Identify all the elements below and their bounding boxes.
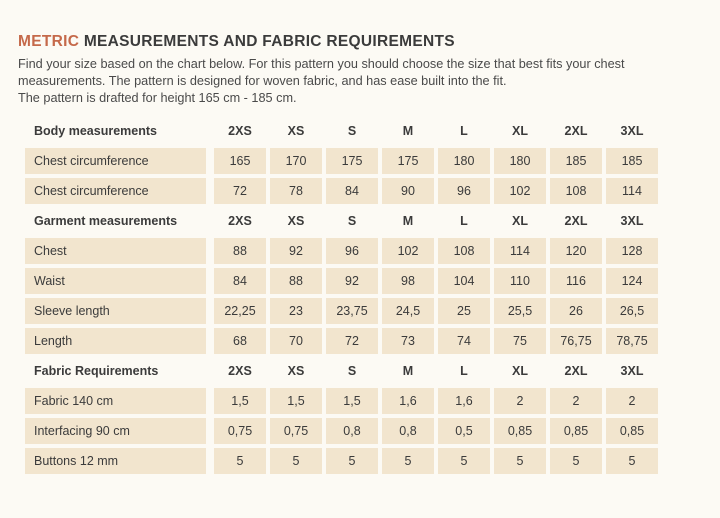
- row-label: Chest circumference: [25, 148, 206, 174]
- size-column-header: L: [460, 214, 468, 228]
- size-column-header: XS: [287, 124, 305, 138]
- row-label: Buttons 12 mm: [25, 448, 206, 474]
- value-cell: 96: [326, 238, 378, 264]
- size-column-header: S: [347, 124, 357, 138]
- value-cell: 185: [606, 148, 658, 174]
- value-cell: 0,85: [494, 418, 546, 444]
- value-cell: 102: [494, 178, 546, 204]
- size-column-header: 3XL: [620, 214, 644, 228]
- value-cell: 1,5: [326, 388, 378, 414]
- section-header-label: Fabric Requirements: [34, 364, 159, 378]
- size-column-header: S: [347, 214, 357, 228]
- value-cell: 170: [270, 148, 322, 174]
- table-row: [25, 298, 720, 324]
- size-column-header: 2XL: [564, 214, 588, 228]
- value-cell: 5: [382, 448, 434, 474]
- value-cell: 75: [494, 328, 546, 354]
- value-cell: 102: [382, 238, 434, 264]
- size-column-header: 3XL: [620, 124, 644, 138]
- value-cell: 180: [438, 148, 490, 174]
- value-cell: 96: [438, 178, 490, 204]
- value-cell: 5: [270, 448, 322, 474]
- value-cell: 128: [606, 238, 658, 264]
- value-cell: 0,8: [326, 418, 378, 444]
- size-column-header: 2XS: [228, 364, 252, 378]
- value-cell: 5: [550, 448, 602, 474]
- value-cell: 23,75: [326, 298, 378, 324]
- value-cell: 92: [326, 268, 378, 294]
- table-row: [25, 238, 720, 264]
- value-cell: 0,5: [438, 418, 490, 444]
- row-label: Interfacing 90 cm: [25, 418, 206, 444]
- row-label: Chest circumference: [25, 178, 206, 204]
- value-cell: 76,75: [550, 328, 602, 354]
- value-cell: 92: [270, 238, 322, 264]
- table-row: [25, 418, 720, 444]
- value-cell: 72: [326, 328, 378, 354]
- value-cell: 23: [270, 298, 322, 324]
- section-header-label: Body measurements: [34, 124, 157, 138]
- size-column-header: XL: [512, 364, 528, 378]
- value-cell: 104: [438, 268, 490, 294]
- row-label: Waist: [25, 268, 206, 294]
- value-cell: 2: [550, 388, 602, 414]
- value-cell: 73: [382, 328, 434, 354]
- size-column-header: XS: [287, 214, 305, 228]
- size-column-header: M: [402, 214, 414, 228]
- value-cell: 78: [270, 178, 322, 204]
- value-cell: 0,8: [382, 418, 434, 444]
- row-label: Fabric 140 cm: [25, 388, 206, 414]
- size-column-header: 2XL: [564, 364, 588, 378]
- value-cell: 120: [550, 238, 602, 264]
- value-cell: 24,5: [382, 298, 434, 324]
- value-cell: 1,6: [382, 388, 434, 414]
- value-cell: 1,5: [270, 388, 322, 414]
- value-cell: 175: [326, 148, 378, 174]
- value-cell: 5: [326, 448, 378, 474]
- section-header-row: [25, 118, 720, 144]
- value-cell: 26: [550, 298, 602, 324]
- page-title-rest: MEASUREMENTS AND FABRIC REQUIREMENTS: [83, 33, 455, 50]
- table-row: [25, 268, 720, 294]
- table-row: [25, 388, 720, 414]
- value-cell: 84: [214, 268, 266, 294]
- value-cell: 1,5: [214, 388, 266, 414]
- size-column-header: XL: [512, 214, 528, 228]
- value-cell: 108: [550, 178, 602, 204]
- value-cell: 1,6: [438, 388, 490, 414]
- value-cell: 22,25: [214, 298, 266, 324]
- section-header-label: Garment measurements: [34, 214, 178, 228]
- value-cell: 88: [214, 238, 266, 264]
- size-column-header: 3XL: [620, 364, 644, 378]
- value-cell: 0,85: [550, 418, 602, 444]
- value-cell: 25,5: [494, 298, 546, 324]
- size-table: [25, 118, 720, 474]
- row-label: Sleeve length: [25, 298, 206, 324]
- size-column-header: 2XS: [228, 124, 252, 138]
- page-title: [18, 33, 720, 51]
- value-cell: 110: [494, 268, 546, 294]
- value-cell: 5: [214, 448, 266, 474]
- row-label: Chest: [25, 238, 206, 264]
- size-column-header: 2XS: [228, 214, 252, 228]
- table-row: [25, 448, 720, 474]
- value-cell: 70: [270, 328, 322, 354]
- value-cell: 108: [438, 238, 490, 264]
- size-column-header: S: [347, 364, 357, 378]
- section-header-row: [25, 208, 720, 234]
- value-cell: 5: [438, 448, 490, 474]
- value-cell: 90: [382, 178, 434, 204]
- table-row: [25, 148, 720, 174]
- value-cell: 165: [214, 148, 266, 174]
- value-cell: 2: [606, 388, 658, 414]
- value-cell: 72: [214, 178, 266, 204]
- value-cell: 25: [438, 298, 490, 324]
- size-column-header: L: [460, 124, 468, 138]
- value-cell: 114: [606, 178, 658, 204]
- value-cell: 74: [438, 328, 490, 354]
- size-column-header: M: [402, 364, 414, 378]
- value-cell: 175: [382, 148, 434, 174]
- size-column-header: L: [460, 364, 468, 378]
- value-cell: 98: [382, 268, 434, 294]
- value-cell: 5: [606, 448, 658, 474]
- value-cell: 185: [550, 148, 602, 174]
- page-title-accent: METRIC: [18, 33, 80, 50]
- value-cell: 88: [270, 268, 322, 294]
- value-cell: 0,75: [270, 418, 322, 444]
- value-cell: 114: [494, 238, 546, 264]
- value-cell: 180: [494, 148, 546, 174]
- value-cell: 26,5: [606, 298, 658, 324]
- intro-paragraph: Find your size based on the chart below. For this pattern you should choose the size that best fits your chest measurements. The pattern is designed for woven fabric, and has ease built into the fit.: [18, 57, 625, 88]
- intro-height-note: The pattern is drafted for height 165 cm - 185 cm.: [18, 91, 297, 105]
- value-cell: 78,75: [606, 328, 658, 354]
- value-cell: 68: [214, 328, 266, 354]
- size-column-header: XS: [287, 364, 305, 378]
- section-header-row: [25, 358, 720, 384]
- table-row: [25, 328, 720, 354]
- value-cell: 5: [494, 448, 546, 474]
- size-column-header: XL: [512, 124, 528, 138]
- value-cell: 124: [606, 268, 658, 294]
- row-label: Length: [25, 328, 206, 354]
- value-cell: 116: [550, 268, 602, 294]
- value-cell: 0,85: [606, 418, 658, 444]
- value-cell: 2: [494, 388, 546, 414]
- value-cell: 0,75: [214, 418, 266, 444]
- size-column-header: 2XL: [564, 124, 588, 138]
- value-cell: 84: [326, 178, 378, 204]
- size-column-header: M: [402, 124, 414, 138]
- table-row: [25, 178, 720, 204]
